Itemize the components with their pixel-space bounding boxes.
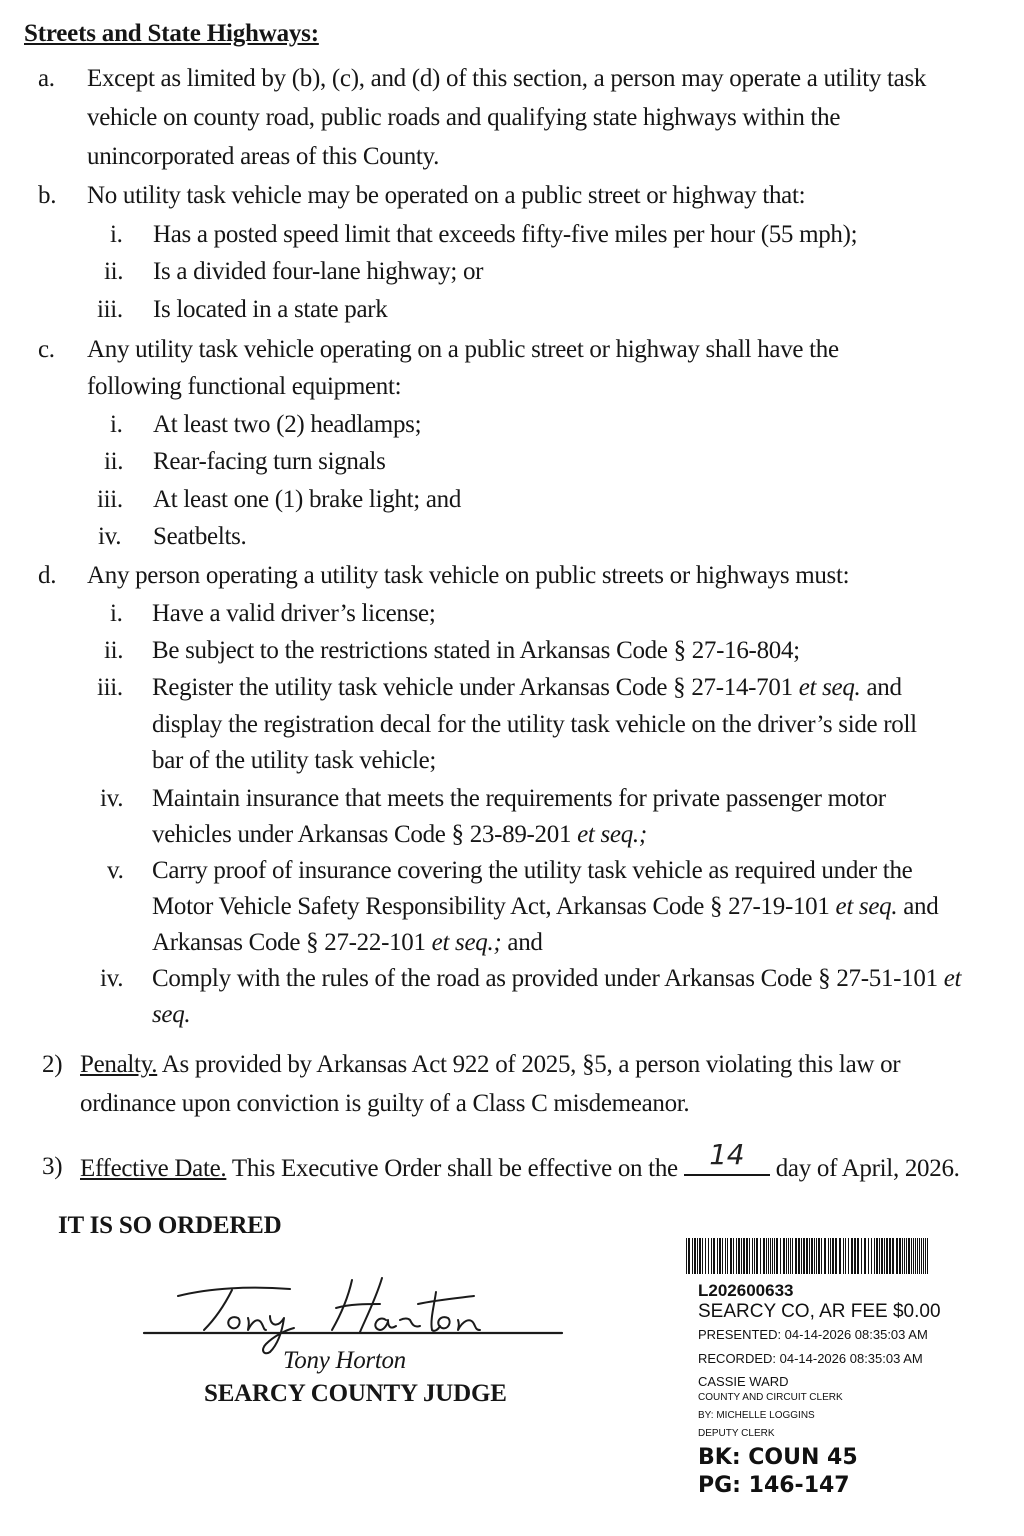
barcode-bar bbox=[835, 1238, 837, 1274]
barcode-bar bbox=[752, 1238, 753, 1274]
barcode-bar bbox=[760, 1238, 761, 1274]
barcode-bar bbox=[774, 1238, 775, 1274]
barcode-bar bbox=[806, 1238, 808, 1274]
barcode-bar bbox=[749, 1238, 750, 1274]
barcode-bar bbox=[845, 1238, 846, 1274]
deputy-name: BY: MICHELLE LOGGINS bbox=[698, 1410, 815, 1421]
barcode-bar bbox=[881, 1238, 883, 1274]
clause-b-text: No utility task vehicle may be operated on a public street or highway that: bbox=[87, 182, 806, 209]
barcode-bar bbox=[904, 1238, 905, 1274]
penalty-line2: ordinance upon conviction is guilty of a Class C misdemeanor. bbox=[80, 1090, 690, 1117]
barcode-bar bbox=[717, 1238, 718, 1274]
clause-d-sub-text: Motor Vehicle Safety Responsibility Act, Arkansas Code § 27-19-101 et seq. and bbox=[152, 893, 939, 920]
barcode-bar bbox=[727, 1238, 728, 1274]
barcode-bar bbox=[809, 1238, 810, 1274]
barcode-bar bbox=[896, 1238, 898, 1274]
effective-number: 3) bbox=[42, 1153, 63, 1180]
barcode-bar bbox=[832, 1238, 834, 1274]
barcode-bar bbox=[874, 1238, 875, 1274]
clause-d-sub-text: Arkansas Code § 27-22-101 et seq.; and bbox=[152, 929, 543, 956]
barcode-bar bbox=[884, 1238, 885, 1274]
barcode-bar bbox=[692, 1238, 693, 1274]
page-numbers: PG: 146-147 bbox=[698, 1473, 850, 1498]
clause-c-sub-label: iv. bbox=[98, 523, 122, 550]
clause-c-sub-text: Seatbelts. bbox=[153, 523, 247, 550]
clause-c-sub-label: ii. bbox=[104, 448, 124, 475]
presented-timestamp: PRESENTED: 04-14-2026 08:35:03 AM bbox=[698, 1327, 928, 1342]
clause-a-label: a. bbox=[38, 65, 55, 92]
barcode-bar bbox=[801, 1238, 802, 1274]
barcode-bar bbox=[788, 1238, 789, 1274]
barcode-bar bbox=[864, 1238, 866, 1274]
barcode-bar bbox=[783, 1238, 785, 1274]
barcode-bar bbox=[843, 1238, 844, 1274]
barcode-bar bbox=[871, 1238, 872, 1274]
section-heading: Streets and State Highways: bbox=[24, 20, 319, 47]
barcode-bar bbox=[857, 1238, 859, 1274]
clause-d-sub-text: seq. bbox=[152, 1001, 191, 1028]
so-ordered-text: IT IS SO ORDERED bbox=[58, 1212, 282, 1239]
clause-b-sub-label: iii. bbox=[97, 296, 123, 323]
clause-b-label: b. bbox=[38, 182, 57, 209]
clause-c-sub-text: At least one (1) brake light; and bbox=[153, 486, 462, 513]
barcode-bar bbox=[848, 1238, 849, 1274]
barcode-bar bbox=[697, 1238, 698, 1274]
barcode-bar bbox=[821, 1238, 822, 1274]
barcode-bar bbox=[915, 1238, 916, 1274]
barcode-bar bbox=[911, 1238, 912, 1274]
clause-d-sub-text: Register the utility task vehicle under Arkansas Code § 27-14-701 et seq. and bbox=[152, 674, 902, 701]
signer-name: Tony Horton bbox=[283, 1347, 406, 1374]
barcode-bar bbox=[713, 1238, 715, 1274]
barcode-bar bbox=[861, 1238, 862, 1274]
clause-d-sub-label: ii. bbox=[104, 637, 124, 664]
barcode-bar bbox=[694, 1238, 696, 1274]
clause-d-sub-label: v. bbox=[107, 857, 124, 884]
clause-d-sub-text: Carry proof of insurance covering the utility task vehicle as required under the bbox=[152, 857, 913, 884]
clause-d-sub-text: vehicles under Arkansas Code § 23-89-201 et seq.; bbox=[152, 821, 647, 848]
effective-title: Effective Date. bbox=[80, 1155, 227, 1182]
clause-a-line1: Except as limited by (b), (c), and (d) of this section, a person may operate a utility task bbox=[87, 65, 927, 92]
barcode bbox=[684, 1238, 934, 1274]
barcode-bar bbox=[921, 1238, 922, 1274]
barcode-bar bbox=[919, 1238, 920, 1274]
barcode-bar bbox=[772, 1238, 773, 1274]
barcode-bar bbox=[839, 1238, 841, 1274]
clause-d-sub-label: i. bbox=[110, 600, 123, 627]
barcode-bar bbox=[699, 1238, 701, 1274]
recorded-timestamp: RECORDED: 04-14-2026 08:35:03 AM bbox=[698, 1351, 923, 1366]
barcode-bar bbox=[854, 1238, 856, 1274]
barcode-bar bbox=[792, 1238, 793, 1274]
clause-d-text: Any person operating a utility task vehicle on public streets or highways must: bbox=[87, 562, 850, 589]
barcode-bar bbox=[722, 1238, 723, 1274]
barcode-bar bbox=[733, 1238, 734, 1274]
barcode-bar bbox=[811, 1238, 813, 1274]
barcode-bar bbox=[786, 1238, 787, 1274]
barcode-bar bbox=[754, 1238, 755, 1274]
clause-b-sub-text: Is located in a state park bbox=[153, 296, 388, 323]
barcode-bar bbox=[923, 1238, 924, 1274]
clause-b-sub-label: ii. bbox=[104, 258, 124, 285]
book-number: BK: COUN 45 bbox=[698, 1445, 858, 1470]
barcode-bar bbox=[886, 1238, 888, 1274]
barcode-bar bbox=[892, 1238, 894, 1274]
barcode-bar bbox=[902, 1238, 903, 1274]
clause-c-sub-label: i. bbox=[110, 411, 123, 438]
barcode-bar bbox=[738, 1238, 740, 1274]
barcode-bar bbox=[743, 1238, 745, 1274]
clause-d-sub-text: bar of the utility task vehicle; bbox=[152, 747, 437, 774]
deputy-title: DEPUTY CLERK bbox=[698, 1428, 775, 1439]
barcode-bar bbox=[876, 1238, 878, 1274]
barcode-bar bbox=[725, 1238, 726, 1274]
clause-c-sub-text: Rear-facing turn signals bbox=[153, 448, 386, 475]
barcode-bar bbox=[686, 1238, 687, 1274]
barcode-bar bbox=[790, 1238, 791, 1274]
barcode-bar bbox=[688, 1238, 690, 1274]
barcode-bar bbox=[830, 1238, 831, 1274]
barcode-bar bbox=[913, 1238, 914, 1274]
clause-a-line2: vehicle on county road, public roads and qualifying state highways within the bbox=[87, 104, 841, 131]
barcode-bar bbox=[908, 1238, 910, 1274]
clause-d-sub-text: Comply with the rules of the road as provided under Arkansas Code § 27-51-101 et bbox=[152, 965, 962, 992]
barcode-bar bbox=[803, 1238, 805, 1274]
clause-b-sub-text: Has a posted speed limit that exceeds fifty-five miles per hour (55 mph); bbox=[153, 221, 858, 248]
barcode-bar bbox=[711, 1238, 712, 1274]
barcode-bar bbox=[705, 1238, 706, 1274]
barcode-bar bbox=[708, 1238, 709, 1274]
clause-c-sub-label: iii. bbox=[97, 486, 123, 513]
barcode-bar bbox=[906, 1238, 907, 1274]
barcode-bar bbox=[879, 1238, 880, 1274]
barcode-bar bbox=[763, 1238, 765, 1274]
barcode-bar bbox=[702, 1238, 703, 1274]
barcode-bar bbox=[851, 1238, 853, 1274]
barcode-bar bbox=[736, 1238, 737, 1274]
barcode-bar bbox=[770, 1238, 771, 1274]
recording-fee: SEARCY CO, AR FEE $0.00 bbox=[698, 1301, 941, 1322]
barcode-bar bbox=[719, 1238, 721, 1274]
penalty-title: Penalty. bbox=[80, 1051, 158, 1078]
clause-d-sub-text: Maintain insurance that meets the requirements for private passenger motor bbox=[152, 785, 886, 812]
clause-d-sub-label: iv. bbox=[100, 965, 124, 992]
barcode-bar bbox=[824, 1238, 826, 1274]
barcode-bar bbox=[917, 1238, 918, 1274]
clerk-title: COUNTY AND CIRCUIT CLERK bbox=[698, 1392, 843, 1403]
clause-d-label: d. bbox=[38, 562, 57, 589]
signer-title: SEARCY COUNTY JUDGE bbox=[204, 1380, 507, 1407]
barcode-bar bbox=[798, 1238, 800, 1274]
barcode-bar bbox=[776, 1238, 778, 1274]
barcode-bar bbox=[746, 1238, 748, 1274]
barcode-bar bbox=[927, 1238, 928, 1274]
document-number: L202600633 bbox=[698, 1281, 794, 1300]
penalty-number: 2) bbox=[42, 1051, 63, 1078]
barcode-bar bbox=[816, 1238, 817, 1274]
clerk-name: CASSIE WARD bbox=[698, 1374, 789, 1389]
clause-d-sub-text: display the registration decal for the utility task vehicle on the driver’s side roll bbox=[152, 711, 917, 738]
barcode-bar bbox=[730, 1238, 732, 1274]
clause-c-label: c. bbox=[38, 336, 55, 363]
barcode-bar bbox=[768, 1238, 769, 1274]
barcode-bar bbox=[868, 1238, 869, 1274]
clause-d-sub-label: iv. bbox=[100, 785, 124, 812]
barcode-bar bbox=[828, 1238, 829, 1274]
clause-b-sub-label: i. bbox=[110, 221, 123, 248]
handwritten-day: 14 bbox=[709, 1138, 745, 1171]
clause-d-sub-text: Have a valid driver’s license; bbox=[152, 600, 436, 627]
clause-d-sub-text: Be subject to the restrictions stated in Arkansas Code § 27-16-804; bbox=[152, 637, 800, 664]
clause-d-sub-label: iii. bbox=[97, 674, 123, 701]
barcode-bar bbox=[818, 1238, 820, 1274]
clause-c-line1: Any utility task vehicle operating on a public street or highway shall have the bbox=[87, 336, 839, 363]
barcode-bar bbox=[889, 1238, 891, 1274]
barcode-bar bbox=[756, 1238, 758, 1274]
clause-b-sub-text: Is a divided four-lane highway; or bbox=[153, 258, 484, 285]
penalty-line1: Penalty. As provided by Arkansas Act 922 of 2025, §5, a person violating this law or bbox=[80, 1051, 901, 1078]
clause-c-line2: following functional equipment: bbox=[87, 373, 402, 400]
day-blank bbox=[684, 1138, 770, 1176]
barcode-bar bbox=[780, 1238, 781, 1274]
barcode-bar bbox=[795, 1238, 797, 1274]
clause-a-line3: unincorporated areas of this County. bbox=[87, 143, 440, 170]
barcode-bar bbox=[741, 1238, 742, 1274]
barcode-bar bbox=[766, 1238, 767, 1274]
effective-line: Effective Date. This Executive Order shall be effective on the 14 day of April, 2026. bbox=[80, 1138, 960, 1182]
barcode-bar bbox=[814, 1238, 815, 1274]
clause-c-sub-text: At least two (2) headlamps; bbox=[153, 411, 422, 438]
barcode-bar bbox=[925, 1238, 926, 1274]
barcode-bar bbox=[899, 1238, 901, 1274]
